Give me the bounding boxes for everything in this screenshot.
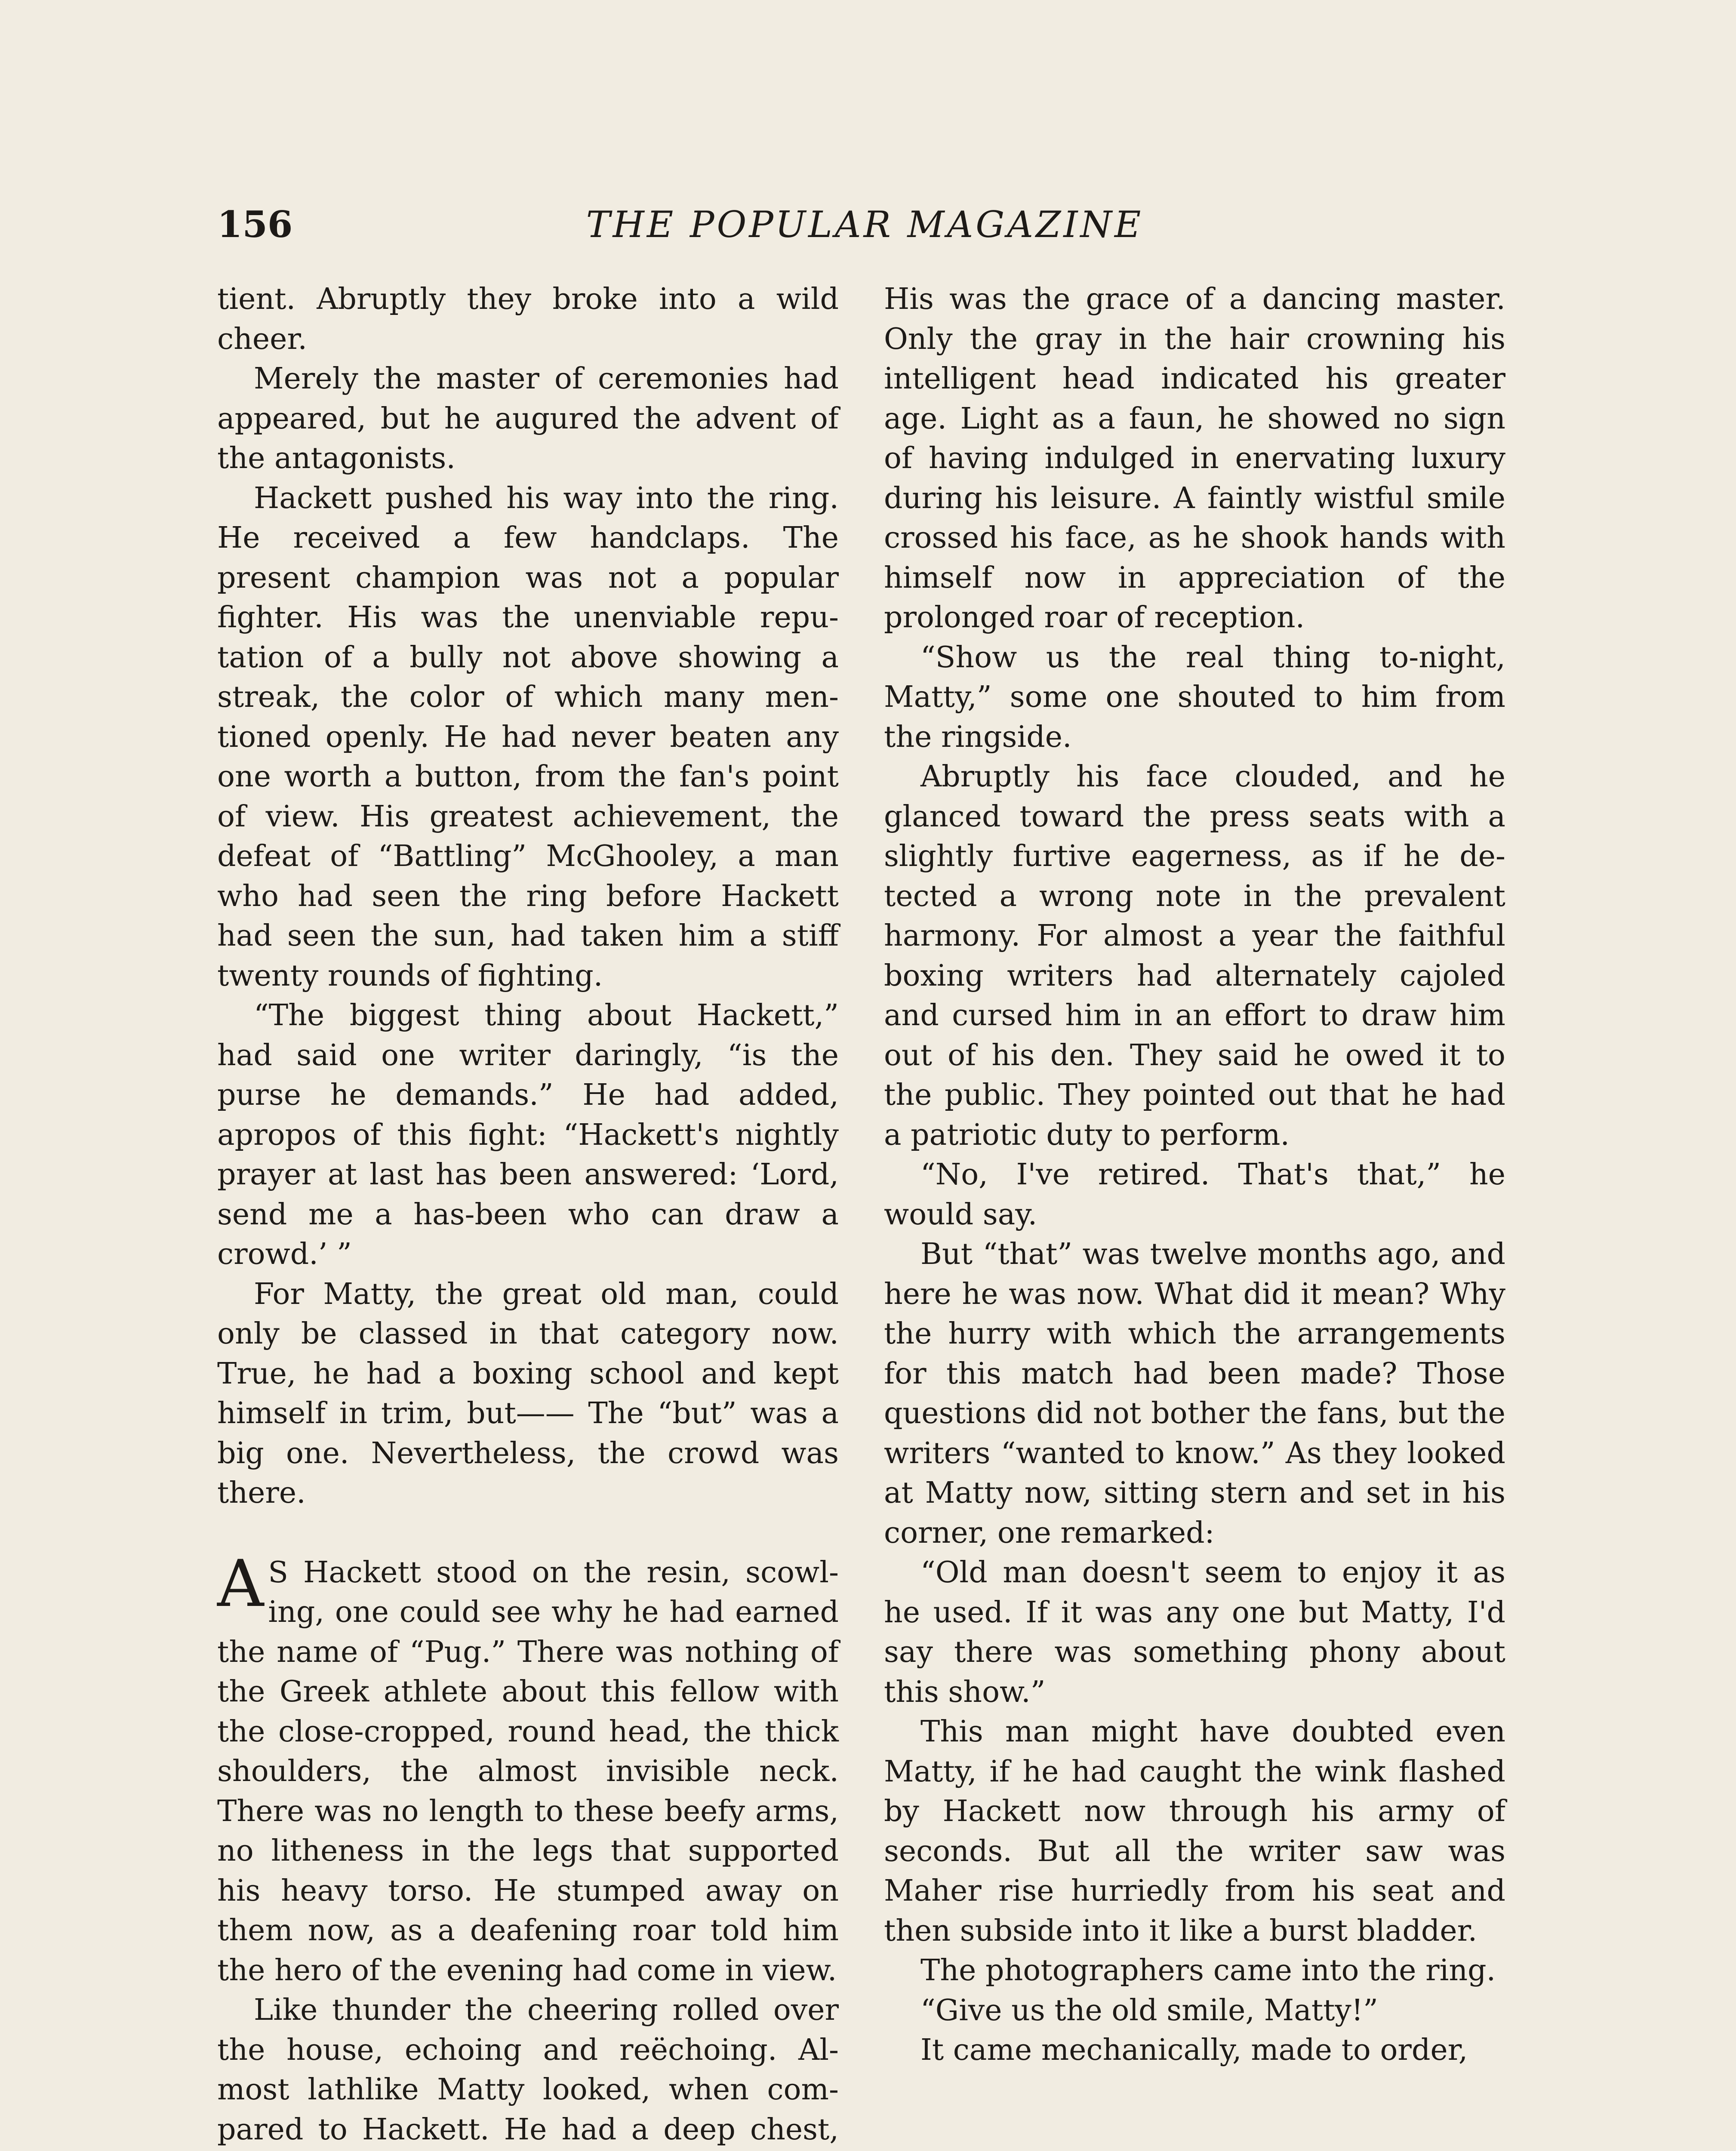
page-header (217, 202, 1512, 258)
paragraph: tient. Abruptly they broke into a wild cheer. (217, 282, 839, 356)
section-opening-paragraph (217, 1546, 839, 1991)
drop-cap: A (217, 1546, 264, 1621)
paragraph: Hackett pushed his way into the ring. He received a few handclaps. The present champion was not a popular fighter. His was the unenviable reputation of a bully not above showing a streak, the color of which many mentioned openly. He had never beaten any one worth a button, from the fan's point of view. His greatest achievement, the defeat of “Battling” McGhooley, a man who had seen the ring before Hackett had seen the sun, had taken him a stiff twenty rounds of fighting. (217, 481, 839, 993)
paragraph: But “that” was twelve months ago, and here he was now. What did it mean? Why the hurry with which the arrangements for this match had been made? Those questions did not bother the fans, but the writers “wanted to know.” As they looked at Matty now, sitting stern and set in his corner, one remarked: (884, 1237, 1505, 1550)
paragraph-text: S Hackett stood on the resin, scowling, one could see why he had earned the name of “Pug.” There was nothing of the Greek athlete about this fellow with the close-cropped, round head, the thick shoulders, the almost invisible neck. There was no length to these beefy arms, no litheness in the legs that supported his heavy torso. He stumped away on them now, as a deafening roar told him the hero of the evening had come in view. (217, 1555, 839, 1988)
paragraph: For Matty, the great old man, could only be classed in that category now. True, he had a boxing school and kept himself in trim, but—— The “but” was a big one. Nevertheless, the crowd was there. (217, 1277, 839, 1510)
paragraph: Abruptly his face clouded, and he glanced toward the press seats with a slightly furtive eagerness, as if he detected a wrong note in the prevalent harmony. For almost a year the faithful boxing writers had alternately cajoled and cursed him in an effort to draw him out of his den. They said he owed it to the public. They pointed out that he had a patriotic duty to perform. (884, 760, 1505, 1152)
paragraph: Merely the master of ceremonies had appeared, but he augured the advent of the antagonists. (217, 362, 839, 475)
paragraph: “Show us the real thing to-night, Matty,” some one shouted to him from the ringside. (884, 640, 1505, 754)
page-number: 156 (217, 203, 293, 246)
paragraph: “Old man doesn't seem to enjoy it as he used. If it was any one but Matty, I'd say there was something phony about this show.” (884, 1556, 1505, 1709)
right-column (884, 280, 1505, 2071)
paragraph: “No, I've retired. That's that,” he would say. (884, 1158, 1505, 1232)
paragraph: His was the grace of a dancing master. Only the gray in the hair crowning his intelligent head indicated his greater age. Light as a faun, he showed no sign of having indulged in enervating luxury during his leisure. A faintly wistful smile crossed his face, as he shook hands with himself now in appreciation of the prolonged roar of reception. (884, 282, 1505, 635)
paragraph: The photographers came into the ring. (920, 1954, 1496, 1988)
left-column (217, 280, 839, 2151)
paragraph: It came mechanically, made to order, (920, 2033, 1468, 2067)
paragraph: Like thunder the cheering rolled over the house, echoing and reëchoing. Almost lathlike Matty looked, when compared to Hackett. He had a deep chest, (217, 1993, 839, 2147)
paragraph: “The biggest thing about Hackett,” had said one writer daringly, “is the purse he demands.” He had added, apropos of this fight: “Hackett's nightly prayer at last has been answered: ‘Lord, send me a has-been who can draw a crowd.’ ” (217, 998, 839, 1271)
running-title: THE POPULAR MAGAZINE (586, 203, 1144, 246)
paragraph: This man might have doubted even Matty, if he had caught the wink flashed by Hackett now through his army of seconds. But all the writer saw was Maher rise hurriedly from his seat and then subside into it like a burst bladder. (884, 1715, 1505, 1948)
paragraph: “Give us the old smile, Matty!” (920, 1993, 1378, 2028)
